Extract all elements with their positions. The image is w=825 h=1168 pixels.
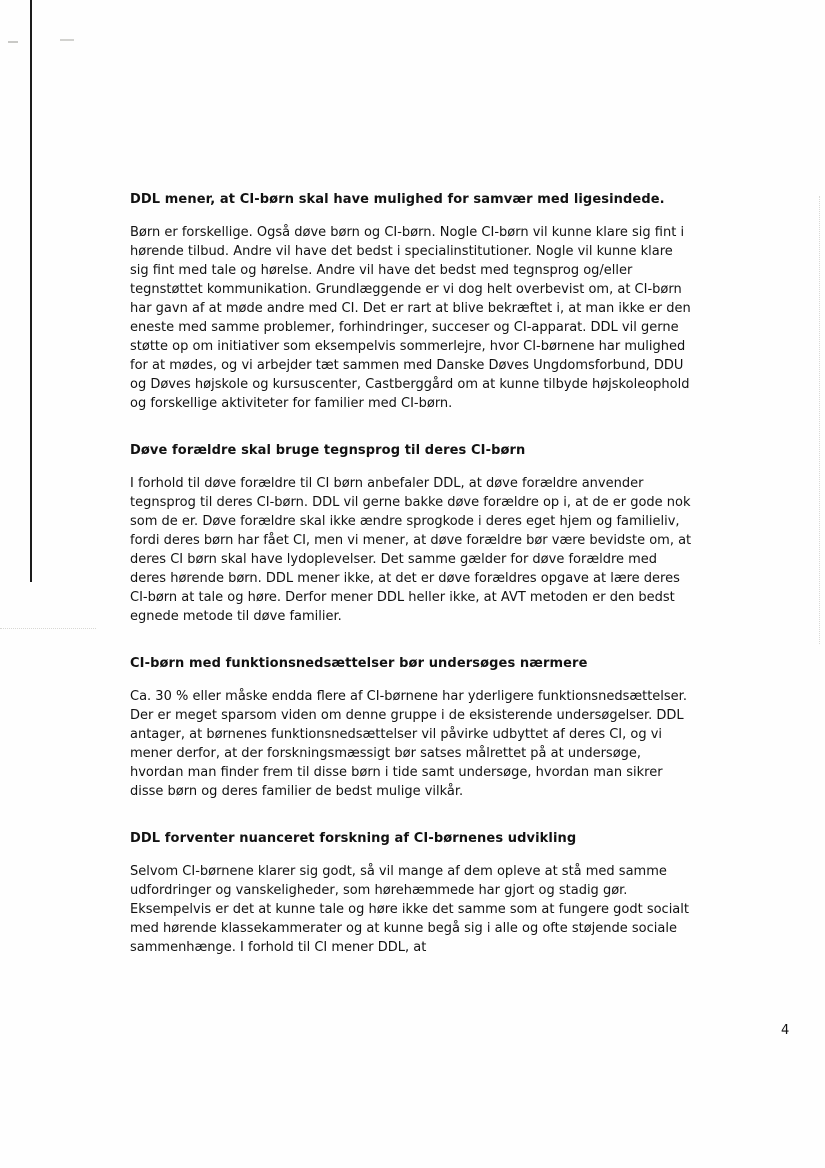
section-paragraph-funktionsnedsaettelser: Ca. 30 % eller måske endda flere af CI-børnene har yderligere funktionsnedsættelser. Der er meget sparsom viden om denne gruppe i de eksisterende undersøgelser. DDL antager, at børnenes funktionsnedsættelser vil påvirke udbyttet af deres CI, og vi mener derfor, at der forskningsmæssigt bør satses målrettet på at undersøge, hvordan man finder frem til disse børn i tide samt undersøge, hvordan man sikrer disse børn og deres familier de bedst mulige vilkår. xyxy=(130,689,687,799)
scan-artifact-speck xyxy=(8,41,18,43)
section-heading-funktionsnedsaettelser: CI-børn med funktionsnedsættelser bør undersøges nærmere xyxy=(130,656,588,671)
section-heading-samvaer: DDL mener, at CI-børn skal have mulighed for samvær med ligesindede. xyxy=(130,192,665,207)
section-heading-tegnsprog: Døve forældre skal bruge tegnsprog til deres CI-børn xyxy=(130,443,526,458)
document-body xyxy=(130,190,693,985)
scan-artifact-dotted-line xyxy=(819,196,820,644)
section-heading-forskning: DDL forventer nuanceret forskning af CI-børnenes udvikling xyxy=(130,831,577,846)
section-paragraph-forskning: Selvom CI-børnene klarer sig godt, så vil mange af dem opleve at stå med samme udfordringer og vanskeligheder, som hørehæmmede har gjort og stadig gør. Eksempelvis er det at kunne tale og høre ikke det samme som at fungere godt socialt med hørende klassekammerater og at kunne begå sig i alle og ofte støjende sociale sammenhænge. I forhold til CI mener DDL, at xyxy=(130,864,689,955)
scan-artifact-dash xyxy=(0,628,96,629)
page-number: 4 xyxy=(781,1023,790,1038)
section-paragraph-samvaer: Børn er forskellige. Også døve børn og CI-børn. Nogle CI-børn vil kunne klare sig fint i hørende tilbud. Andre vil have det bedst i specialinstitutioner. Nogle vil kunne klare sig fint med tale og hørelse. Andre vil have det bedst med tegnsprog og/eller tegnstøttet kommunikation. Grundlæggende er vi dog helt overbevist om, at CI-børn har gavn af at møde andre med CI. Det er rart at blive bekræftet i, at man ikke er den eneste med samme problemer, forhindringer, succeser og CI-apparat. DDL vil gerne støtte op om initiativer som eksempelvis sommerlejre, hvor CI-børnene har mulighed for at mødes, og vi arbejder tæt sammen med Danske Døves Ungdomsforbund, DDU og Døves højskole og kursuscenter, Castberggård om at kunne tilbyde højskoleophold og forskellige aktiviteter for familier med CI-børn. xyxy=(130,225,691,411)
scan-artifact-vertical-line xyxy=(30,0,32,582)
section-paragraph-tegnsprog: I forhold til døve forældre til CI børn anbefaler DDL, at døve forældre anvender tegnsprog til deres CI-børn. DDL vil gerne bakke døve forældre op i, at de er gode nok som de er. Døve forældre skal ikke ændre sprogkode i deres eget hjem og familieliv, fordi deres børn har fået CI, men vi mener, at døve forældre bør være bevidste om, at deres CI børn skal have lydoplevelser. Det samme gælder for døve forældre med deres hørende børn. DDL mener ikke, at det er døve forældres opgave at lære deres CI-børn at tale og høre. Derfor mener DDL heller ikke, at AVT metoden er den bedst egnede metode til døve familier. xyxy=(130,476,692,624)
scan-artifact-speck xyxy=(60,39,74,41)
